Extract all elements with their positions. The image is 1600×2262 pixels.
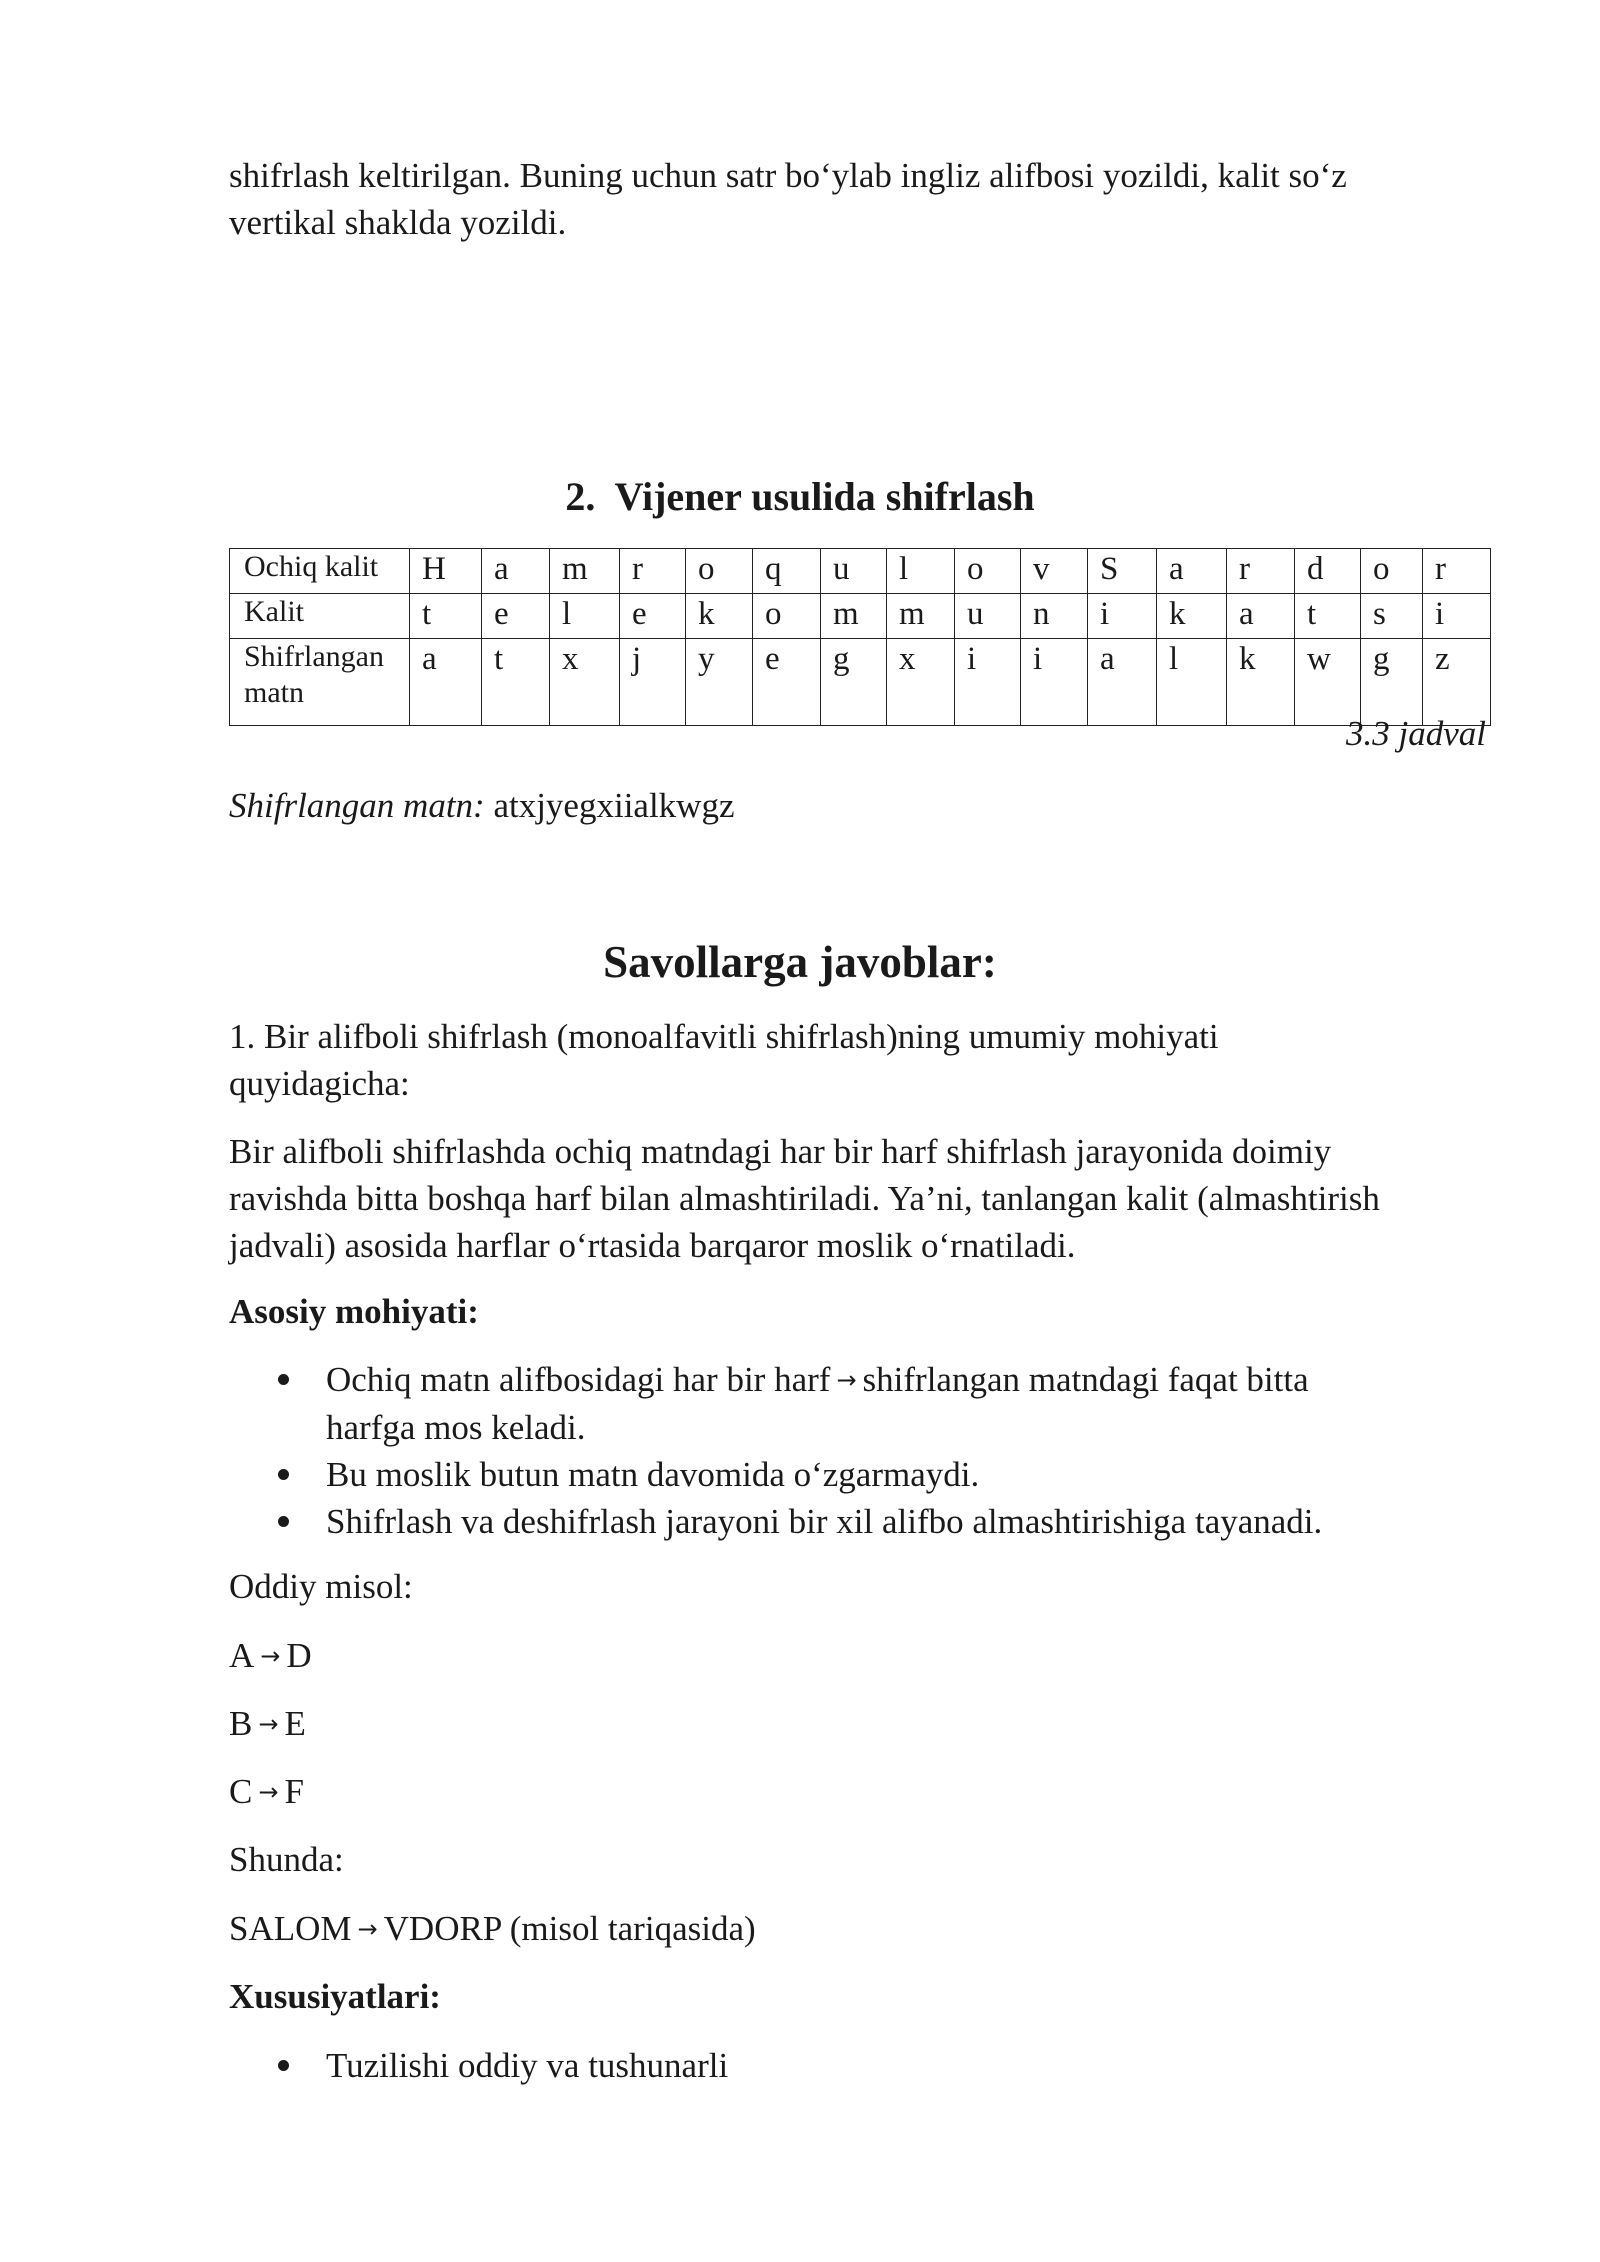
features-bullet-1	[229, 2042, 1489, 2089]
answers-title: Savollarga javoblar:	[603, 937, 997, 987]
essence-bullet-3-text: Shifrlash va deshifrlash jarayoni bir xil alifbo almashtirishiga tayanadi.	[326, 1502, 1323, 1541]
table-cell: e	[753, 639, 821, 726]
table-cell: i	[955, 639, 1021, 726]
word-example-from: SALOM	[229, 1909, 352, 1948]
table-cell: k	[686, 594, 753, 639]
table-cell: t	[410, 594, 482, 639]
table-cell: z	[1423, 639, 1491, 726]
question-1-line-1: 1. Bir alifboli shifrlash (monoalfavitli shifrlash)ning umumiy mohiyati	[229, 1017, 1219, 1056]
table-cell: u	[821, 549, 887, 594]
mapping-a-to: D	[286, 1636, 312, 1675]
table-cell: o	[1361, 549, 1423, 594]
question-1-line-2: quyidagicha:	[229, 1064, 410, 1103]
table-cell: S	[1088, 549, 1157, 594]
table-cell: l	[1157, 639, 1227, 726]
essence-bullet-2-text: Bu moslik butun matn davomida o‘zgarmaydi.	[326, 1455, 980, 1494]
essence-bullet-1-text: Ochiq matn alifbosidagi har bir harf	[326, 1360, 831, 1399]
table-cell: i	[1021, 639, 1088, 726]
mapping-b	[229, 1700, 1489, 1748]
encrypted-result	[229, 782, 1489, 829]
table-cell: x	[887, 639, 955, 726]
essence-bullet-1-line-2: harfga mos keladi.	[326, 1408, 586, 1447]
table-cell: l	[550, 594, 620, 639]
intro-paragraph	[229, 152, 1489, 246]
right-arrow-icon: →	[836, 1366, 857, 1394]
table-cell: r	[1423, 549, 1491, 594]
table-cell: H	[410, 549, 482, 594]
table-cell: s	[1361, 594, 1423, 639]
word-example	[229, 1905, 1489, 1953]
explanation-line-1: Bir alifboli shifrlashda ochiq matndagi har bir harf shifrlash jarayonida doimiy	[229, 1132, 1332, 1171]
table-cell: a	[1227, 594, 1295, 639]
mapping-b-from: B	[229, 1704, 253, 1743]
table-cell: y	[686, 639, 753, 726]
key-row	[230, 594, 1491, 639]
essence-bullet-1-rest: shifrlangan matndagi faqat bitta	[862, 1360, 1309, 1399]
section-number: 2.	[565, 474, 596, 519]
explanation-line-2: ravishda bitta boshqa harf bilan almashtiriladi. Ya’ni, tanlangan kalit (almashtirish	[229, 1179, 1380, 1218]
encrypted-result-value: atxjyegxiialkwgz	[493, 786, 735, 825]
table-cell: u	[955, 594, 1021, 639]
right-arrow-icon: →	[258, 1710, 279, 1738]
features-heading: Xususiyatlari:	[229, 1977, 441, 2016]
encrypted-result-label: Shifrlangan matn:	[229, 786, 485, 825]
table-cell: a	[410, 639, 482, 726]
essence-bullet-2	[229, 1451, 1489, 1498]
row-label: Kalit	[230, 594, 410, 639]
essence-heading: Asosiy mohiyati:	[229, 1292, 479, 1331]
row-label: Ochiq kalit	[230, 549, 410, 594]
table-cell: d	[1295, 549, 1361, 594]
table-cell: o	[955, 549, 1021, 594]
essence-bullet-1	[229, 1356, 1489, 1451]
features-bullet-1-text: Tuzilishi oddiy va tushunarli	[326, 2046, 729, 2085]
table-cell: m	[821, 594, 887, 639]
explanation-paragraph	[229, 1128, 1489, 1269]
table-cell: j	[620, 639, 686, 726]
right-arrow-icon: →	[357, 1915, 378, 1943]
table-cell: w	[1295, 639, 1361, 726]
intro-line-2: vertikal shaklda yozildi.	[229, 203, 567, 242]
table-cell: e	[482, 594, 550, 639]
table-cell: g	[821, 639, 887, 726]
table-cell: l	[887, 549, 955, 594]
table-cell: i	[1088, 594, 1157, 639]
table-cell: n	[1021, 594, 1088, 639]
table-cell: q	[753, 549, 821, 594]
right-arrow-icon: →	[260, 1642, 281, 1670]
table-cell: o	[753, 594, 821, 639]
table-cell: r	[1227, 549, 1295, 594]
plaintext-row	[230, 549, 1491, 594]
table-cell: t	[482, 639, 550, 726]
intro-line-1: shifrlash keltirilgan. Buning uchun satr bo‘ylab ingliz alifbosi yozildi, kalit so‘z	[229, 156, 1347, 195]
vigenere-table	[229, 548, 1491, 726]
essence-list	[229, 1356, 1489, 1545]
mapping-c	[229, 1768, 1489, 1816]
table-cell: x	[550, 639, 620, 726]
table-cell: a	[1088, 639, 1157, 726]
table-cell: i	[1423, 594, 1491, 639]
mapping-c-from: C	[229, 1772, 253, 1811]
question-1	[229, 1013, 1489, 1107]
mapping-b-to: E	[284, 1704, 306, 1743]
features-list	[229, 2042, 1489, 2089]
table-caption: 3.3 jadval	[1346, 714, 1486, 753]
then-label: Shunda:	[229, 1840, 344, 1879]
table-cell: o	[686, 549, 753, 594]
table-cell: k	[1227, 639, 1295, 726]
right-arrow-icon: →	[258, 1778, 279, 1806]
table-cell: m	[550, 549, 620, 594]
essence-bullet-3	[229, 1498, 1489, 1545]
example-heading: Oddiy misol:	[229, 1567, 413, 1606]
table-cell: e	[620, 594, 686, 639]
mapping-a	[229, 1632, 1489, 1680]
table-cell: v	[1021, 549, 1088, 594]
table-cell: a	[1157, 549, 1227, 594]
row-label: Shifrlangan matn	[230, 639, 410, 726]
mapping-c-to: F	[284, 1772, 304, 1811]
table-cell: m	[887, 594, 955, 639]
section-title	[0, 471, 1600, 523]
table-cell: r	[620, 549, 686, 594]
ciphertext-row	[230, 639, 1491, 726]
table-cell: a	[482, 549, 550, 594]
word-example-to: VDORP (misol tariqasida)	[383, 1909, 756, 1948]
table-cell: k	[1157, 594, 1227, 639]
section-title-text: Vijener usulida shifrlash	[614, 474, 1035, 519]
mapping-a-from: A	[229, 1636, 255, 1675]
table-cell: t	[1295, 594, 1361, 639]
table-cell: g	[1361, 639, 1423, 726]
explanation-line-3: jadvali) asosida harflar o‘rtasida barqaror moslik o‘rnatiladi.	[229, 1226, 1076, 1265]
